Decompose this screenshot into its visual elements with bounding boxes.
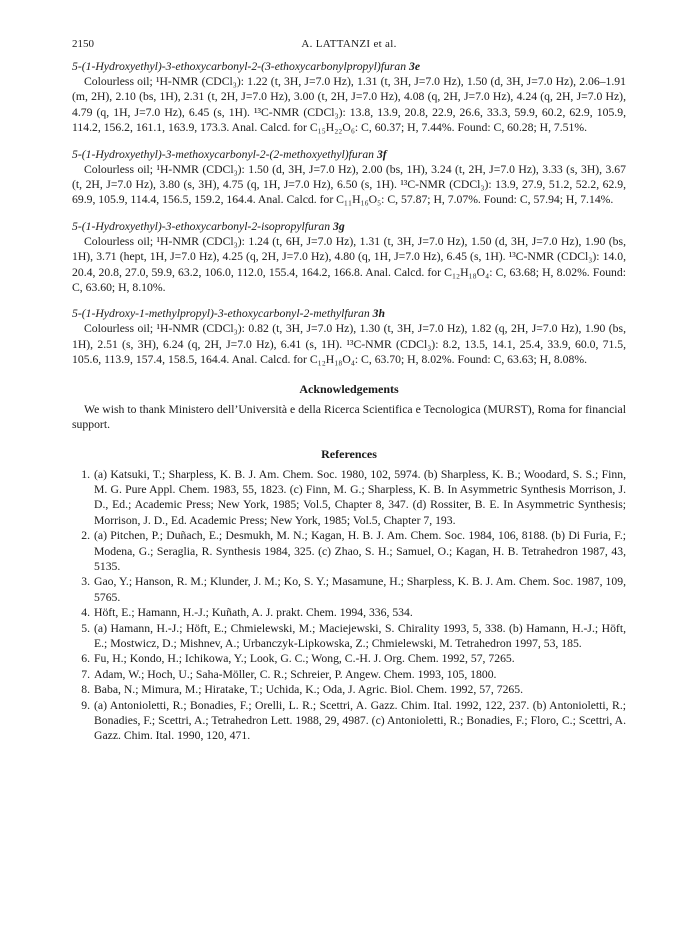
compound-title: 5-(1-Hydroxy-1-methylpropyl)-3-ethoxycarbonyl-2-methylfuran 3h bbox=[72, 307, 385, 321]
running-head: A. LATTANZI et al. bbox=[301, 38, 397, 50]
references-list bbox=[72, 467, 626, 744]
compound-title: 5-(1-Hydroxyethyl)-3-ethoxycarbonyl-2-isopropylfuran 3g bbox=[72, 219, 345, 233]
compound-data: Colourless oil; ¹H-NMR (CDCl₃): 1.24 (t, 6H, J=7.0 Hz), 1.31 (t, 3H, J=7.0 Hz), 1.50 (d, 3H, J=7.0 Hz), 1.90 (bs, 1H), 3.71 (hept, 1H, J=7.0 Hz), 4.25 (q, 2H, J=7.0 Hz), 4.80 (q, 1H, J=7.0 Hz), 6.45 (s, 1H). ¹³C-NMR (CDCl₃): 14.0, 20.4, 20.8, 27.0, 59.9, 63.2, 106.0, 112.0, 155.4, 164.2, 166.8. Anal. Calcd. for C₁₂H₁₈O₄: C, 63.68; H, 8.02%. Found: C, 63.60; H, 8.10%. bbox=[72, 234, 626, 295]
references-heading: References bbox=[321, 446, 377, 461]
reference-item: 3. Gao, Y.; Hanson, R. M.; Klunder, J. M.; Ko, S. Y.; Masamune, H.; Sharpless, K. B. J. Am. Chem. Soc. 1987, 109, 5765. bbox=[81, 575, 626, 604]
reference-item: 8. Baba, N.; Mimura, M.; Hiratake, T.; Uchida, K.; Oda, J. Agric. Biol. Chem. 1992, 57, 7265. bbox=[81, 683, 524, 697]
compound-3e bbox=[72, 60, 626, 136]
compound-data: Colourless oil; ¹H-NMR (CDCl₃): 1.22 (t, 3H, J=7.0 Hz), 1.31 (t, 3H, J=7.0 Hz), 1.50 (d, 3H, J=7.0 Hz), 2.06–1.91 (m, 2H), 2.10 (bs, 1H), 2.31 (t, 2H, J=7.0 Hz), 3.00 (t, 2H, J=7.0 Hz), 4.08 (q, 2H, J=7.0 Hz), 4.24 (q, 2H, J=7.0 Hz), 4.79 (q, 1H, J=7.0 Hz), 6.45 (s, 1H). ¹³C-NMR (CDCl₃): 13.8, 13.9, 20.8, 22.9, 26.6, 33.3, 59.9, 60.2, 62.9, 105.9, 114.2, 156.2, 161.1, 163.9, 173.3. Anal. Calcd. for C₁₅H₂₂O₆: C, 60.37; H, 7.44%. Found: C, 60.28; H, 7.51%. bbox=[72, 75, 626, 135]
acknowledgements-text: We wish to thank Ministero dell’Università e della Ricerca Scientifica e Tecnologica (MURST), Roma for financial support. bbox=[72, 402, 626, 432]
reference-item: 6. Fu, H.; Kondo, H.; Ichikowa, Y.; Look, G. C.; Wong, C.-H. J. Org. Chem. 1992, 57, 7265. bbox=[81, 652, 515, 666]
compound-data: Colourless oil; ¹H-NMR (CDCl₃): 1.50 (d, 3H, J=7.0 Hz), 2.00 (bs, 1H), 3.24 (t, 2H, J=7.0 Hz), 3.33 (s, 3H), 3.67 (t, 2H, J=7.0 Hz), 3.80 (s, 3H), 4.75 (q, 1H, J=7.0 Hz), 6.50 (s, 1H). ¹³C-NMR (CDCl₃): 13.9, 27.9, 51.2, 52.2, 62.9, 69.9, 105.9, 114.4, 156.5, 159.2, 164.4. Anal. Calcd. for C₁₁H₁₆O₅: C, 57.87; H, 7.07%. Found: C, 57.94; H, 7.14%. bbox=[72, 162, 626, 207]
page-header bbox=[72, 38, 626, 50]
reference-item: 1. (a) Katsuki, T.; Sharpless, K. B. J. Am. Chem. Soc. 1980, 102, 5974. (b) Sharpless, K. B.; Woodard, S. S.; Finn, M. G. Pure Appl. Chem. 1983, 55, 1823. (c) Finn, M. G.; Sharpless, K. B. In Asymmetric Synthesis Morrison, J. D., Ed.; Academic Press; New York, 1985; Vol.5, Chapter 8, 347. (d) Rossiter, B. E. In Asymmetric Synthesis; Morrison, J. D., Ed. Academic Press; New York, 1985; Vol.5, Chapter 7, 193. bbox=[81, 467, 626, 527]
compound-title: 5-(1-Hydroxyethyl)-3-ethoxycarbonyl-2-(3-ethoxycarbonylpropyl)furan 3e bbox=[72, 60, 420, 73]
reference-item: 9. (a) Antonioletti, R.; Bonadies, F.; Orelli, L. R.; Scettri, A. Gazz. Chim. Ital. 1992, 122, 237. (b) Antonioletti, R.; Bonadies, F.; Scettri, A.; Tetrahedron Lett. 1988, 29, 4987. (c) Antonioletti, R.; Bonadies, F.; Floro, C.; Scettri, A. Gazz. Chim. Ital. 1990, 120, 471. bbox=[81, 698, 626, 743]
compound-title: 5-(1-Hydroxyethyl)-3-methoxycarbonyl-2-(2-methoxyethyl)furan 3f bbox=[72, 147, 387, 161]
reference-item: 5. (a) Hamann, H.-J.; Höft, E.; Chmielewski, M.; Maciejewski, S. Chirality 1993, 5, 338. (b) Hamann, H.-J.; Höft, E.; Mostwicz, D.; Mishnev, A.; Urbanczyk-Lipkowska, Z.; Chmielewski, M. Tetrahedron 1997, 53, 185. bbox=[81, 621, 626, 650]
compound-3f bbox=[72, 148, 626, 208]
page-number: 2150 bbox=[72, 38, 94, 50]
reference-item: 7. Adam, W.; Hoch, U.; Saha-Möller, C. R.; Schreier, P. Angew. Chem. 1993, 105, 1800. bbox=[81, 667, 497, 681]
reference-item: 4. Höft, E.; Hamann, H.-J.; Kuñath, A. J. prakt. Chem. 1994, 336, 534. bbox=[81, 606, 413, 620]
compound-3h bbox=[72, 307, 626, 367]
compound-data: Colourless oil; ¹H-NMR (CDCl₃): 0.82 (t, 3H, J=7.0 Hz), 1.30 (t, 3H, J=7.0 Hz), 1.82 (q, 2H, J=7.0 Hz), 1.90 (bs, 1H), 2.51 (s, 3H), 6.24 (q, 2H, J=7.0 Hz), 6.41 (s, 1H). ¹³C-NMR (CDCl₃): 8.2, 13.5, 14.1, 25.4, 33.9, 60.0, 71.5, 105.6, 113.9, 157.4, 158.5, 164.4. Anal. Calcd. for C₁₂H₁₈O₄: C, 63.70; H, 8.02%. Found: C, 63.63; H, 8.08%. bbox=[72, 322, 626, 367]
acknowledgements-heading: Acknowledgements bbox=[299, 381, 399, 396]
reference-item: 2. (a) Pitchen, P.; Duñach, E.; Desmukh, M. N.; Kagan, H. B. J. Am. Chem. Soc. 1984, 106, 8188. (b) Di Furia, F.; Modena, G.; Seraglia, R. Synthesis 1984, 325. (c) Zhao, S. H.; Samuel, O.; Kagan, H. B. Tetrahedron 1987, 43, 5135. bbox=[81, 529, 626, 573]
compound-3g bbox=[72, 220, 626, 296]
